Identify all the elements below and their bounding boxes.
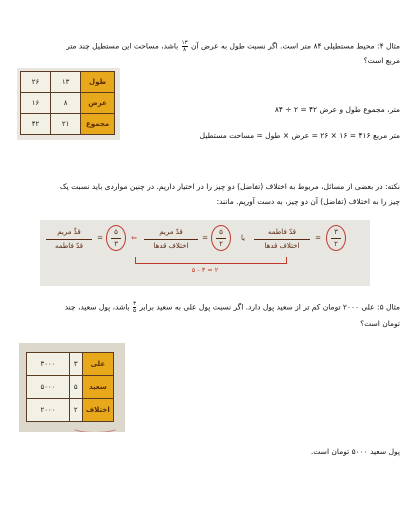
ratio-table: [26, 352, 114, 422]
table-row: [21, 72, 115, 93]
example4-text-a: مثال ۴: محیط مستطیلی ۸۴ متر است. اگر نسبت طول به عرض آن: [190, 41, 400, 51]
example4-line1: [66, 40, 400, 53]
banner-f2-denominator: اختلاف قدها: [153, 242, 189, 250]
banner-f3-denominator: اختلاف قدها: [264, 242, 300, 250]
row-label: طول: [81, 72, 115, 93]
table-row: [27, 353, 114, 376]
example5-text-a: مثال ۵: علی ۲۰۰۰ تومان کم تر از سعید پول دارد. اگر نسبت پول علی به سعید برابر: [139, 302, 400, 312]
fraction-denominator: ۵: [133, 308, 137, 314]
table-cell: ۲: [69, 399, 82, 422]
note-line1: نکته: در بعضی از مسائل، مربوط به اختلاف (تفاضل) دو چیز را در اختیار داریم. در چنین مواردی باید نسبت یک: [59, 182, 400, 191]
equals-sign: =: [97, 234, 103, 242]
banner-f3-numerator: قدّ فاطمه: [267, 228, 297, 236]
ratio-table: [20, 71, 115, 135]
row-label: اختلاف: [82, 399, 113, 422]
note-line2: چیز را به اختلاف (تفاضل) آن دو چیز، به دست آوریم. مانند:: [216, 197, 400, 206]
example4-line2: مربع است؟: [363, 56, 400, 65]
table-cell: ۴۲: [21, 114, 51, 135]
circle-denominator: ۳: [114, 240, 118, 248]
table-cell: ۵: [69, 376, 82, 399]
example4-table-photo: [17, 68, 120, 140]
circle-denominator: ۲: [334, 240, 338, 248]
table-cell: ۳۰۰۰: [27, 353, 70, 376]
example5-answer: پول سعید ۵۰۰۰ تومان است.: [310, 447, 400, 456]
example5-table-photo: [19, 343, 125, 432]
row-label: سعید: [82, 376, 113, 399]
fraction-numerator: ۱۳: [181, 40, 188, 46]
banner-left-numerator: قدِّ مریم: [57, 228, 81, 236]
banner-or-word: یا: [240, 234, 246, 242]
row-label: عرض: [81, 93, 115, 114]
circle-numerator: ۳: [331, 227, 341, 239]
annotation-arc: [71, 421, 119, 432]
example5-line2: تومان است؟: [360, 319, 400, 328]
example5-text-b: باشد، پول سعید، چند: [64, 302, 130, 312]
example5-fraction: [133, 301, 136, 314]
ratio-banner-photo: [40, 220, 370, 286]
circle-denominator: ۲: [219, 240, 223, 248]
fraction-numerator: ۳: [133, 301, 137, 307]
circle-numerator: ۵: [111, 227, 121, 239]
table-cell: ۸: [51, 93, 81, 114]
example4-fraction: [182, 40, 188, 53]
table-row: [21, 114, 115, 135]
table-cell: ۲۰۰۰: [27, 399, 70, 422]
table-cell: ۳: [69, 353, 82, 376]
table-row: [27, 376, 114, 399]
equals-sign: =: [202, 234, 208, 242]
table-cell: ۵۰۰۰: [27, 376, 70, 399]
example4-text-b: باشد، مساحت این مستطیل چند متر: [66, 41, 179, 51]
difference-label: ۵ - ۳ = ۲: [191, 266, 219, 274]
example4-solution-2: متر مربع ۴۱۶ = ۱۶ × ۲۶ = عرض × طول = مساحت مستطیل: [199, 131, 400, 140]
fraction-denominator: ۸: [183, 47, 187, 53]
table-cell: ۱۳: [51, 72, 81, 93]
row-label: علی: [82, 353, 113, 376]
banner-f2-numerator: قدّ مریم: [159, 228, 183, 236]
table-cell: ۱۶: [21, 93, 51, 114]
table-row: [21, 93, 115, 114]
table-cell: ۲۱: [51, 114, 81, 135]
difference-brace: [135, 257, 287, 264]
example5-line1: [65, 301, 400, 314]
table-row: [27, 399, 114, 422]
row-label: مجموع: [81, 114, 115, 135]
ratio-circle-3: [326, 225, 346, 251]
arrow-icon: ⇐: [131, 234, 137, 242]
table-cell: ۲۶: [21, 72, 51, 93]
example4-solution-1: متر، مجموع طول و عرض ۴۲ = ۲ ÷ ۸۴: [274, 105, 400, 114]
ratio-circle-1: [106, 225, 126, 251]
equals-sign: =: [315, 234, 321, 242]
banner-left-denominator: قدّ فاطمه: [54, 242, 84, 250]
ratio-circle-2: [211, 225, 231, 251]
circle-numerator: ۵: [216, 227, 226, 239]
